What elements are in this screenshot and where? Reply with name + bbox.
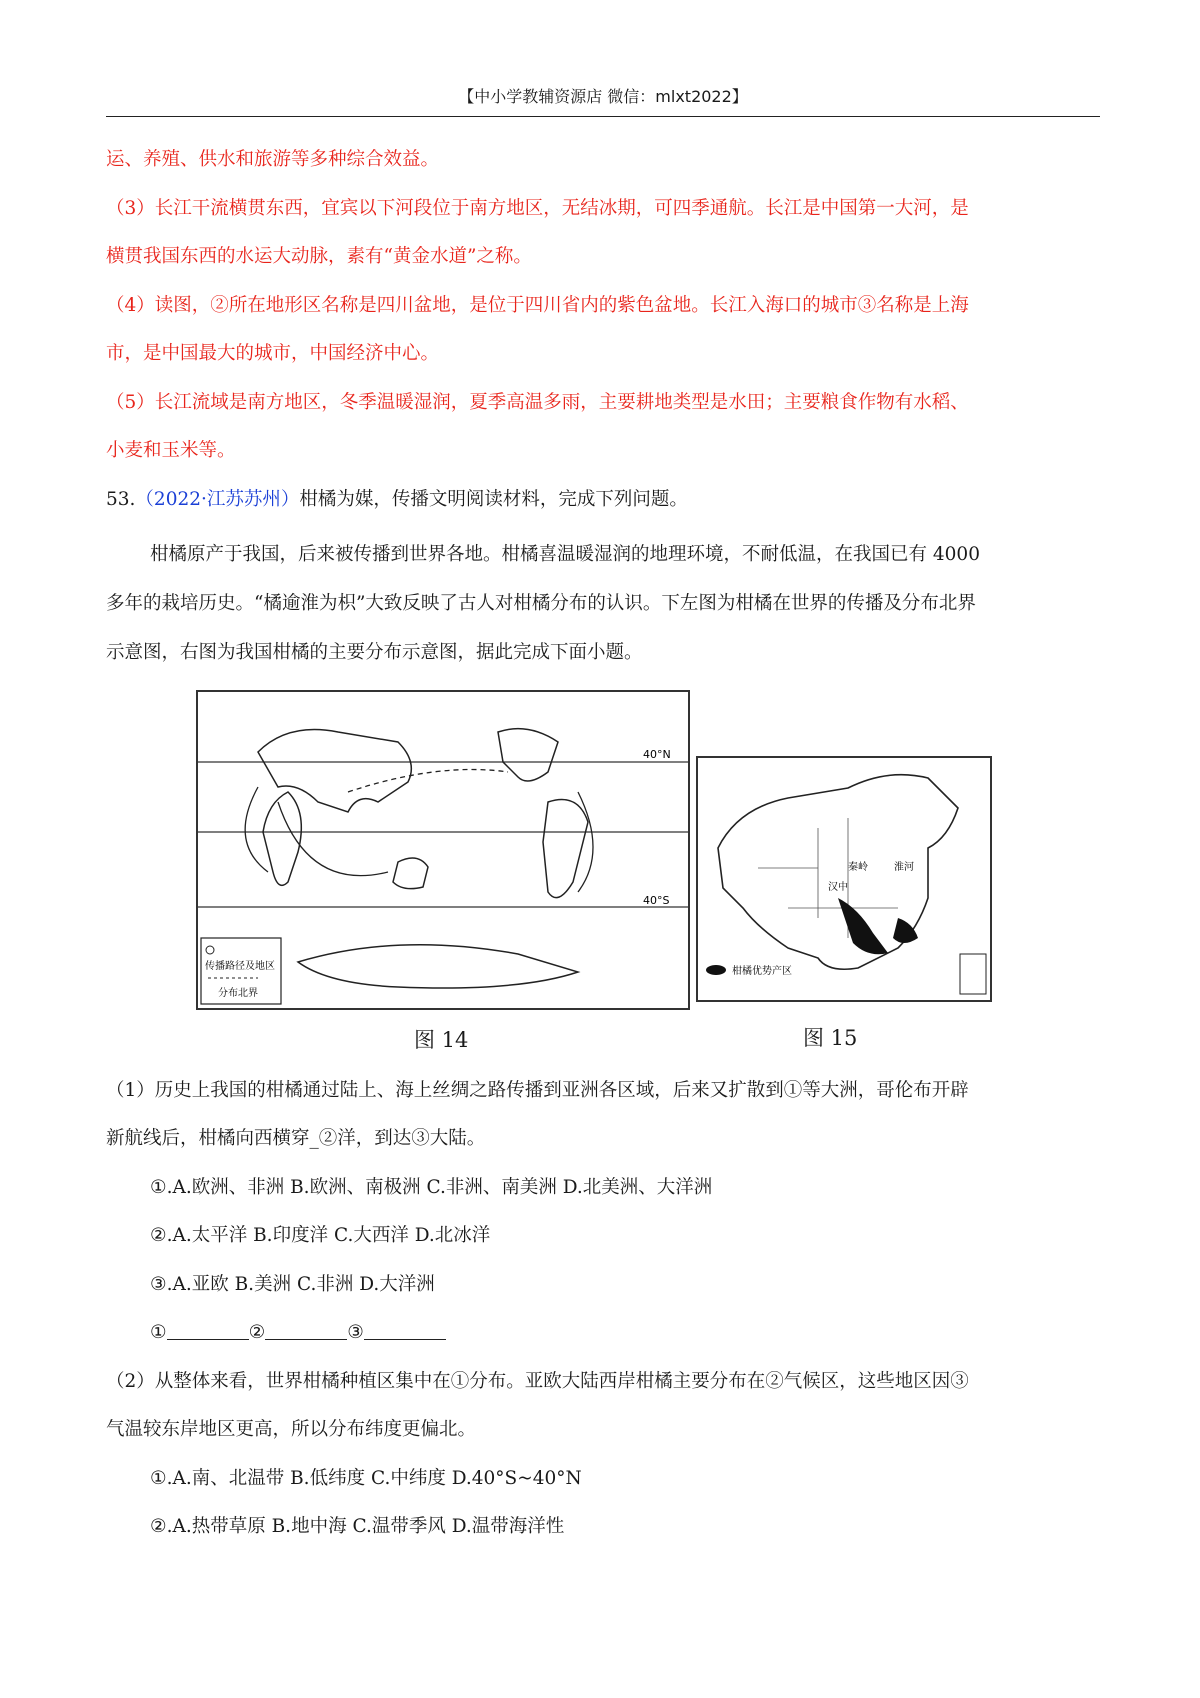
world-map-figure [196, 690, 690, 1010]
citrus-region-shape [893, 918, 918, 943]
boundary-dashed [348, 770, 508, 793]
legend-route: 传播路径及地区 [205, 961, 275, 972]
answer-blank-3[interactable] [364, 1321, 446, 1340]
answer-line: 市，是中国最大的城市，中国经济中心。 [106, 343, 440, 364]
label-40s: 40°S [643, 894, 670, 907]
answer-line: 运、养殖、供水和旅游等多种综合效益。 [106, 149, 440, 170]
answer-line: （3）长江干流横贯东西，宜宾以下河段位于南方地区，无结冰期，可四季通航。长江是中国第一大河，是 [106, 198, 969, 219]
subq1-stem: 新航线后，柑橘向西横穿_②洋，到达③大陆。 [106, 1128, 486, 1149]
eurasia-shape [258, 730, 411, 813]
north-america-shape [498, 729, 558, 781]
question-number: 53. [106, 489, 136, 510]
material-line: 柑橘原产于我国，后来被传播到世界各地。柑橘喜温暖湿润的地理环境，不耐低温，在我国已有 4000 [150, 544, 980, 565]
label-40n: 40°N [643, 748, 671, 761]
subq2-stem: （2）从整体来看，世界柑橘种植区集中在①分布。亚欧大陆西岸柑橘主要分布在②气候区，这些地区因③ [106, 1371, 969, 1392]
legend-boundary: 分布北界 [218, 988, 258, 999]
legend-swatch-icon [706, 965, 726, 975]
figure-15-caption: 图 15 [803, 1026, 858, 1050]
blank-label: ③ [347, 1322, 364, 1343]
subq1-option: ②.A.太平洋 B.印度洋 C.大西洋 D.北冰洋 [150, 1225, 491, 1246]
blank-label: ② [248, 1322, 266, 1343]
label-qinling: 秦岭 [848, 862, 868, 873]
subq1-option: ③.A.亚欧 B.美洲 C.非洲 D.大洋洲 [150, 1274, 435, 1295]
question-text: 柑橘为媒，传播文明阅读材料，完成下列问题。 [299, 489, 688, 510]
header-divider [106, 116, 1100, 117]
answer-blank-1[interactable] [167, 1321, 249, 1340]
legend-citrus: 柑橘优势产区 [732, 966, 792, 977]
answer-line: 小麦和玉米等。 [106, 440, 236, 461]
province-borders [758, 818, 898, 938]
question-title [106, 486, 1100, 514]
material-line: 多年的栽培历史。“橘逾淮为枳”大致反映了古人对柑橘分布的认识。下左图为柑橘在世界的传播及分布北界 [106, 593, 976, 614]
antarctica-shape [298, 945, 578, 988]
subq1-stem: （1）历史上我国的柑橘通过陆上、海上丝绸之路传播到亚洲各区域，后来又扩散到①等大洲，哥伦布开辟 [106, 1080, 969, 1101]
answer-line: （5）长江流域是南方地区，冬季温暖湿润，夏季高温多雨，主要耕地类型是水田；主要粮食作物有水稻、 [106, 392, 969, 413]
citrus-region-shape [838, 898, 888, 954]
question-source: （2022·江苏苏州） [135, 489, 300, 510]
label-huaihe: 淮河 [894, 862, 914, 873]
route-arc [245, 787, 268, 872]
australia-shape [393, 858, 428, 889]
subq1-option: ①.A.欧洲、非洲 B.欧洲、南极洲 C.非洲、南美洲 D.北美洲、大洋洲 [150, 1177, 713, 1198]
subq2-option: ①.A.南、北温带 B.低纬度 C.中纬度 D.40°S~40°N [150, 1468, 582, 1489]
subq2-option: ②.A.热带草原 B.地中海 C.温带季风 D.温带海洋性 [150, 1516, 565, 1537]
subq2-stem: 气温较东岸地区更高，所以分布纬度更偏北。 [106, 1419, 477, 1440]
answer-line: 横贯我国东西的水运大动脉，素有“黄金水道”之称。 [106, 246, 532, 267]
page-header: 【中小学教辅资源店 微信：mlxt2022】 [458, 87, 748, 106]
south-america-shape [543, 800, 588, 898]
china-map-figure [696, 756, 992, 1002]
answer-blank-2[interactable] [265, 1321, 347, 1340]
china-outline [718, 775, 958, 970]
figure-14-caption: 图 14 [414, 1028, 469, 1052]
world-map-svg [198, 692, 688, 1008]
china-map-svg [698, 758, 990, 1000]
south-china-sea-inset [960, 954, 986, 994]
label-hanzhong: 汉中 [828, 882, 848, 893]
answer-line: （4）读图，②所在地形区名称是四川盆地，是位于四川省内的紫色盆地。长江入海口的城市③名称是上海 [106, 295, 969, 316]
answer-blanks [150, 1319, 1100, 1347]
blank-label: ① [150, 1322, 167, 1343]
material-line: 示意图，右图为我国柑橘的主要分布示意图，据此完成下面小题。 [106, 642, 643, 663]
